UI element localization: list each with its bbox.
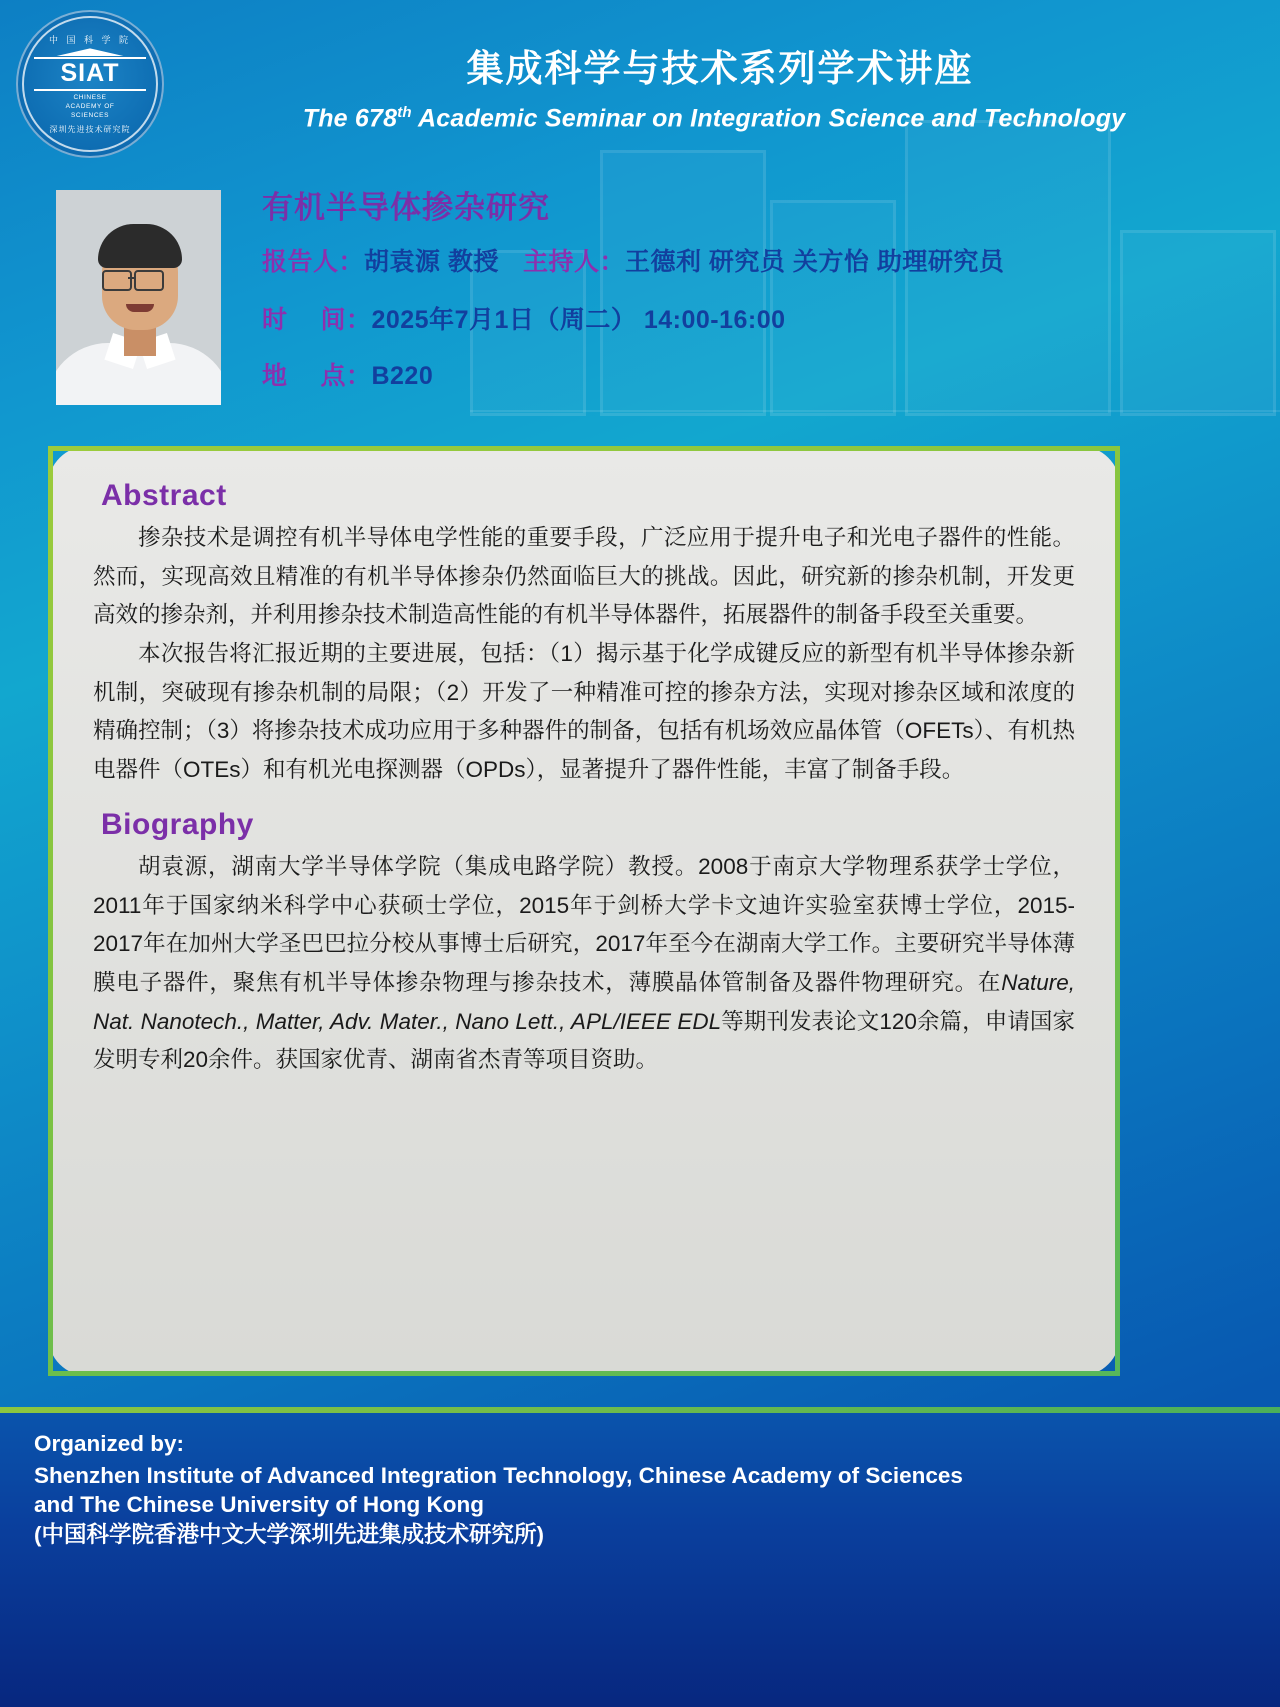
organizer-line-1: Shenzhen Institute of Advanced Integration Technology, Chinese Academy of Sciences (34, 1462, 963, 1488)
time-label: 时 间： (262, 306, 372, 334)
speaker-name: 胡袁源 教授 (364, 248, 499, 276)
host-label: 主持人： (522, 248, 625, 276)
abstract-paragraph-2: 本次报告将汇报近期的主要进展，包括：（1）揭示基于化学成键反应的新型有机半导体掺杂新机制，突破现有掺杂机制的局限；（2）开发了一种精准可控的掺杂方法，实现对掺杂区域和浓度的精确控制；（3）将掺杂技术成功应用于多种器件的制备，包括有机场效应晶体管（OFETs）、有机热电器件（OTEs）和有机光电探测器（OPDs），显著提升了器件性能，丰富了制备手段。 (93, 641, 1075, 783)
poster-header (0, 0, 1280, 160)
abstract-heading: Abstract (101, 479, 227, 512)
abstract-paragraph-1: 掺杂技术是调控有机半导体电学性能的重要手段，广泛应用于提升电子和光电子器件的性能。然而，实现高效且精准的有机半导体掺杂仍然面临巨大的挑战。因此，研究新的掺杂机制，开发更高效的掺杂剂，并利用掺杂技术制造高性能的有机半导体器件，拓展器件的制备手段至关重要。 (93, 525, 1075, 628)
biography-heading: Biography (101, 807, 254, 841)
organized-by-label: Organized by: (34, 1431, 185, 1456)
page-title-en (160, 104, 1268, 133)
talk-title: 有机半导体掺杂研究 (262, 190, 550, 225)
logo-chinese-top: 中 国 科 学 院 (48, 35, 131, 46)
title-en-ordinal: th (397, 104, 412, 121)
title-en-suffix: Academic Seminar on Integration Science and Technology (411, 104, 1126, 133)
place-line (262, 356, 433, 392)
host-names: 王德利 研究员 关方怡 助理研究员 (624, 248, 1005, 276)
organizer-line-2: and The Chinese University of Hong Kong (34, 1492, 485, 1518)
footer-divider (0, 1407, 1280, 1413)
page-title-cn: 集成科学与技术系列学术讲座 (466, 48, 974, 89)
biography-text-part2: 等期刊发表论文120余篇，申请国家发明专利20余件。获国家优青、湖南省杰青等项目资助。 (93, 1008, 1076, 1073)
poster-footer (0, 1407, 1280, 1707)
temple-roof-icon (55, 48, 125, 56)
content-card (48, 446, 1120, 1376)
place-label: 地 点： (262, 362, 372, 390)
speaker-host-line (262, 242, 1004, 278)
logo-acronym: SIAT (34, 57, 146, 91)
logo-subtitle-en: CHINESE ACADEMY OF SCIENCES (65, 94, 115, 119)
speaker-block (0, 182, 1280, 432)
time-value: 2025年7月1日（周二） 14:00-16:00 (371, 306, 786, 334)
place-value: B220 (371, 362, 434, 390)
biography-text-part1: 胡袁源，湖南大学半导体学院（集成电路学院）教授。2008于南京大学物理系获学士学位，2011年于国家纳米科学中心获硕士学位，2015年于剑桥大学卡文迪许实验室获博士学位，2015-2017年在加州大学圣巴巴拉分校从事博士后研究，2017年至今在湖南大学工作。主要研究半导体薄膜电子器件，聚焦有机半导体掺杂物理与掺杂技术，薄膜晶体管制备及器件物理研究。在 (93, 853, 1075, 995)
title-en-prefix: The 678 (302, 104, 398, 133)
logo-chinese-bottom: 深圳先进技术研究院 (49, 124, 131, 134)
biography-paragraph (93, 848, 1075, 1080)
avatar (56, 190, 221, 405)
biography-journal-list: Nature, Nat. Nanotech., Matter, Adv. Mater., Nano Lett., APL/IEEE EDL (93, 969, 1075, 1034)
speaker-label: 报告人： (262, 248, 365, 276)
time-line (262, 300, 786, 336)
organizer-line-3-cn: (中国科学院香港中文大学深圳先进集成技术研究所) (34, 1522, 544, 1548)
siat-logo (16, 10, 164, 158)
